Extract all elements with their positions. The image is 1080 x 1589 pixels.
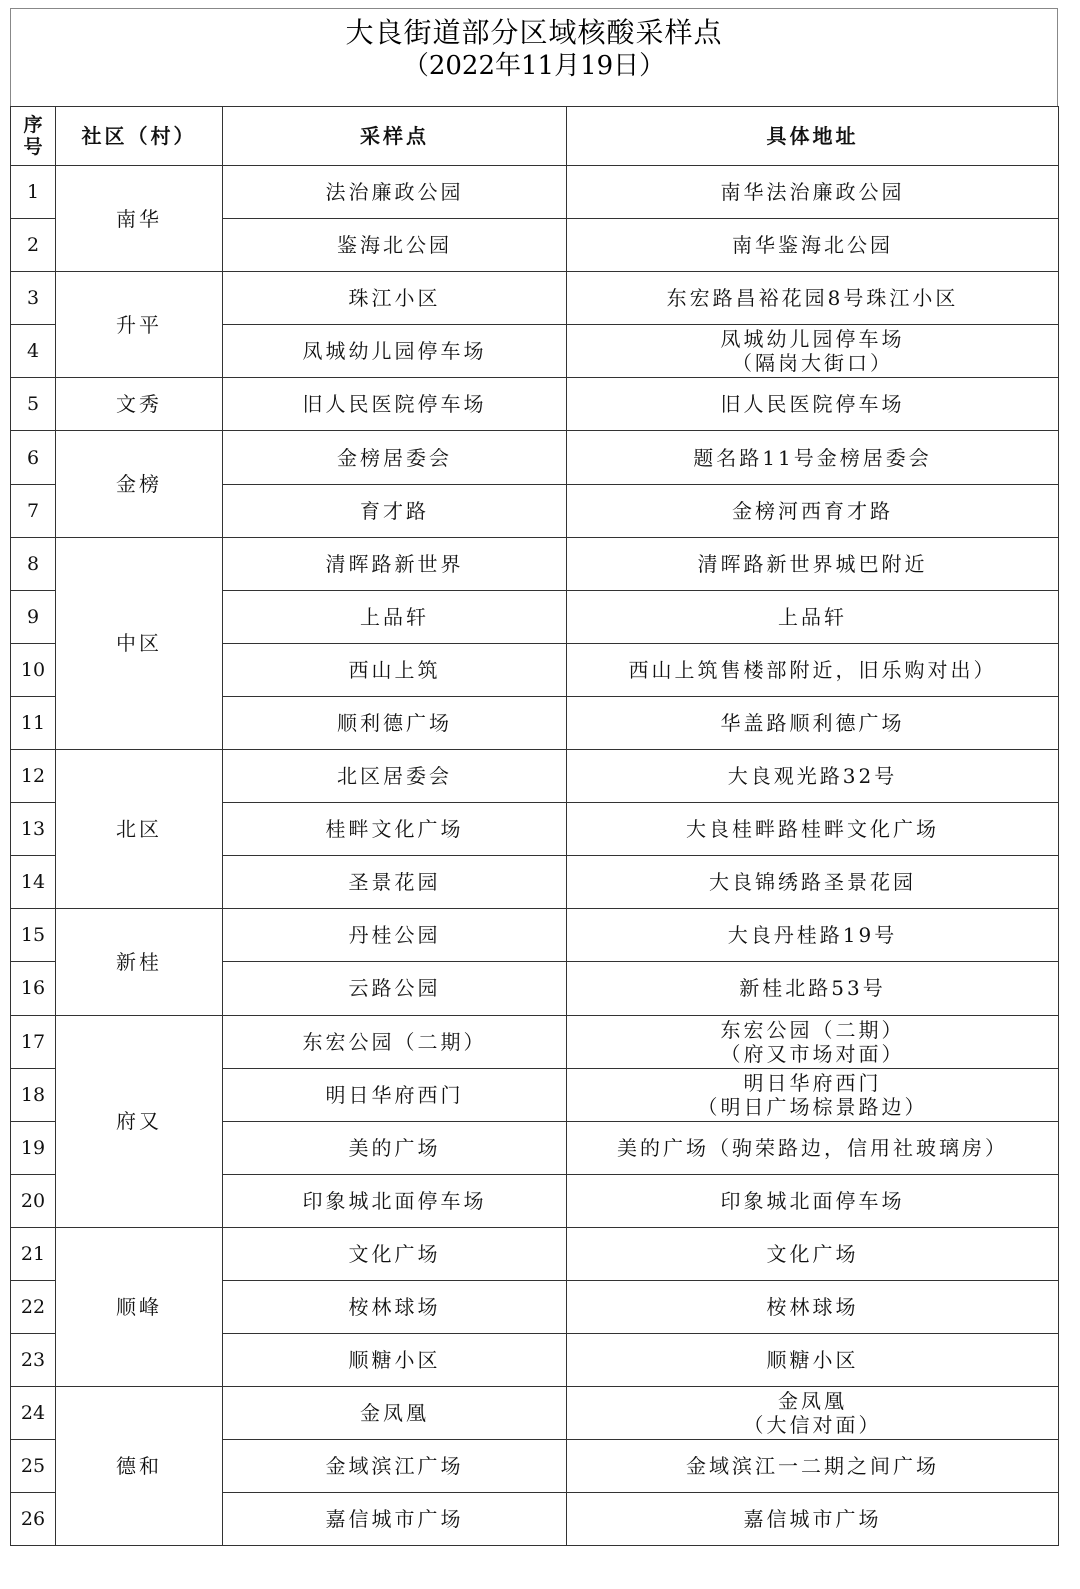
table-header-row [11,107,1059,166]
cell-seq: 15 [11,909,56,962]
cell-site: 文化广场 [223,1227,567,1280]
address-line: 金榜河西育才路 [732,498,893,523]
title-block [10,8,1058,88]
address-line: 旧人民医院停车场 [720,392,905,417]
address-line: 美的广场（驹荣路边，信用社玻璃房） [617,1135,1008,1160]
cell-address [567,1174,1059,1227]
cell-seq: 1 [11,166,56,219]
cell-community: 北区 [56,750,223,909]
cell-seq: 25 [11,1440,56,1493]
cell-community: 顺峰 [56,1227,223,1386]
cell-seq: 19 [11,1121,56,1174]
header-seq [11,107,56,166]
address-line: （明日广场棕景路边） [697,1094,928,1119]
address-line: 华盖路顺利德广场 [720,710,905,735]
cell-community: 升平 [56,272,223,378]
address-line: 南华法治廉政公园 [720,180,905,205]
table-row [11,1387,1059,1440]
cell-address [567,1280,1059,1333]
address-line: 明日华府西门 [743,1070,882,1095]
cell-seq: 21 [11,1227,56,1280]
cell-address [567,272,1059,325]
cell-community: 南华 [56,166,223,272]
address-line: 文化广场 [766,1241,859,1266]
cell-seq: 6 [11,431,56,484]
page-subtitle: （2022年11月19日） [402,50,666,81]
address-line: 东宏公园（二期） [720,1017,905,1042]
cell-site: 桂畔文化广场 [223,803,567,856]
cell-address [567,1440,1059,1493]
cell-seq: 26 [11,1493,56,1546]
cell-seq: 5 [11,378,56,431]
cell-site: 桉林球场 [223,1280,567,1333]
cell-seq: 7 [11,484,56,537]
cell-address [567,166,1059,219]
cell-site: 凤城幼儿园停车场 [223,325,567,378]
cell-community: 新桂 [56,909,223,1015]
cell-address [567,1015,1059,1068]
address-line: 大良锦绣路圣景花园 [709,870,916,895]
cell-site: 珠江小区 [223,272,567,325]
cell-site: 上品轩 [223,590,567,643]
address-line: 金凤凰 [778,1389,847,1414]
cell-address [567,1121,1059,1174]
cell-address [567,856,1059,909]
table-row [11,537,1059,590]
sampling-sites-table [10,106,1059,1546]
table-row [11,431,1059,484]
cell-community: 府又 [56,1015,223,1227]
header-address: 具体地址 [567,107,1059,166]
address-line: 金域滨江一二期之间广场 [686,1454,939,1479]
cell-seq: 20 [11,1174,56,1227]
cell-site: 美的广场 [223,1121,567,1174]
address-line: （府又市场对面） [720,1041,905,1066]
cell-seq: 8 [11,537,56,590]
address-line: 大良观光路32号 [727,764,898,789]
cell-address [567,484,1059,537]
cell-seq: 24 [11,1387,56,1440]
cell-address [567,696,1059,749]
cell-community: 德和 [56,1387,223,1546]
cell-site: 法治廉政公园 [223,166,567,219]
cell-site: 鉴海北公园 [223,219,567,272]
cell-seq: 4 [11,325,56,378]
cell-address [567,537,1059,590]
table-row [11,1015,1059,1068]
address-line: 西山上筑售楼部附近，旧乐购对出） [628,657,997,682]
cell-site: 印象城北面停车场 [223,1174,567,1227]
table-row [11,750,1059,803]
header-site: 采样点 [223,107,567,166]
address-line: 凤城幼儿园停车场 [720,327,905,352]
cell-address [567,1227,1059,1280]
table-row [11,1227,1059,1280]
cell-site: 金域滨江广场 [223,1440,567,1493]
header-community: 社区（村） [56,107,223,166]
header-seq-line: 序 [23,114,43,136]
cell-address [567,325,1059,378]
cell-site: 育才路 [223,484,567,537]
cell-address [567,431,1059,484]
address-line: 嘉信城市广场 [743,1507,882,1532]
cell-seq: 11 [11,696,56,749]
cell-seq: 23 [11,1334,56,1387]
cell-address [567,378,1059,431]
cell-site: 明日华府西门 [223,1068,567,1121]
address-line: （隔岗大街口） [732,351,893,376]
cell-site: 金凤凰 [223,1387,567,1440]
table-row [11,272,1059,325]
document-page [10,8,1058,1546]
cell-seq: 3 [11,272,56,325]
cell-site: 顺利德广场 [223,696,567,749]
table-body [11,166,1059,1546]
cell-site: 金榜居委会 [223,431,567,484]
address-line: 上品轩 [778,604,847,629]
title-gap [10,88,1058,106]
cell-address [567,590,1059,643]
cell-site: 圣景花园 [223,856,567,909]
page-title: 大良街道部分区域核酸采样点 [345,15,723,49]
address-line: 新桂北路53号 [739,976,886,1001]
cell-site: 清晖路新世界 [223,537,567,590]
cell-address [567,219,1059,272]
cell-site: 西山上筑 [223,643,567,696]
address-line: 印象城北面停车场 [720,1188,905,1213]
address-line: 清晖路新世界城巴附近 [697,551,928,576]
cell-seq: 14 [11,856,56,909]
address-line: 大良桂畔路桂畔文化广场 [686,817,939,842]
address-line: 桉林球场 [766,1295,859,1320]
cell-site: 云路公园 [223,962,567,1015]
cell-community: 文秀 [56,378,223,431]
address-line: （大信对面） [743,1413,882,1438]
cell-seq: 12 [11,750,56,803]
address-line: 大良丹桂路19号 [727,923,898,948]
cell-seq: 2 [11,219,56,272]
address-line: 顺糖小区 [766,1348,859,1373]
cell-seq: 13 [11,803,56,856]
cell-address [567,1387,1059,1440]
cell-address [567,750,1059,803]
cell-address [567,1493,1059,1546]
cell-seq: 17 [11,1015,56,1068]
header-seq-line: 号 [23,136,43,158]
table-row [11,378,1059,431]
cell-site: 东宏公园（二期） [223,1015,567,1068]
address-line: 题名路11号金榜居委会 [693,445,932,470]
cell-seq: 22 [11,1280,56,1333]
cell-site: 嘉信城市广场 [223,1493,567,1546]
cell-seq: 16 [11,962,56,1015]
table-row [11,909,1059,962]
cell-address [567,909,1059,962]
cell-address [567,1068,1059,1121]
address-line: 东宏路昌裕花园8号珠江小区 [666,286,959,311]
cell-community: 中区 [56,537,223,749]
cell-seq: 9 [11,590,56,643]
cell-address [567,962,1059,1015]
cell-address [567,803,1059,856]
cell-site: 丹桂公园 [223,909,567,962]
cell-address [567,643,1059,696]
cell-address [567,1334,1059,1387]
table-row [11,166,1059,219]
cell-seq: 10 [11,643,56,696]
cell-site: 旧人民医院停车场 [223,378,567,431]
cell-site: 北区居委会 [223,750,567,803]
cell-seq: 18 [11,1068,56,1121]
address-line: 南华鉴海北公园 [732,233,893,258]
cell-community: 金榜 [56,431,223,537]
cell-site: 顺糖小区 [223,1334,567,1387]
